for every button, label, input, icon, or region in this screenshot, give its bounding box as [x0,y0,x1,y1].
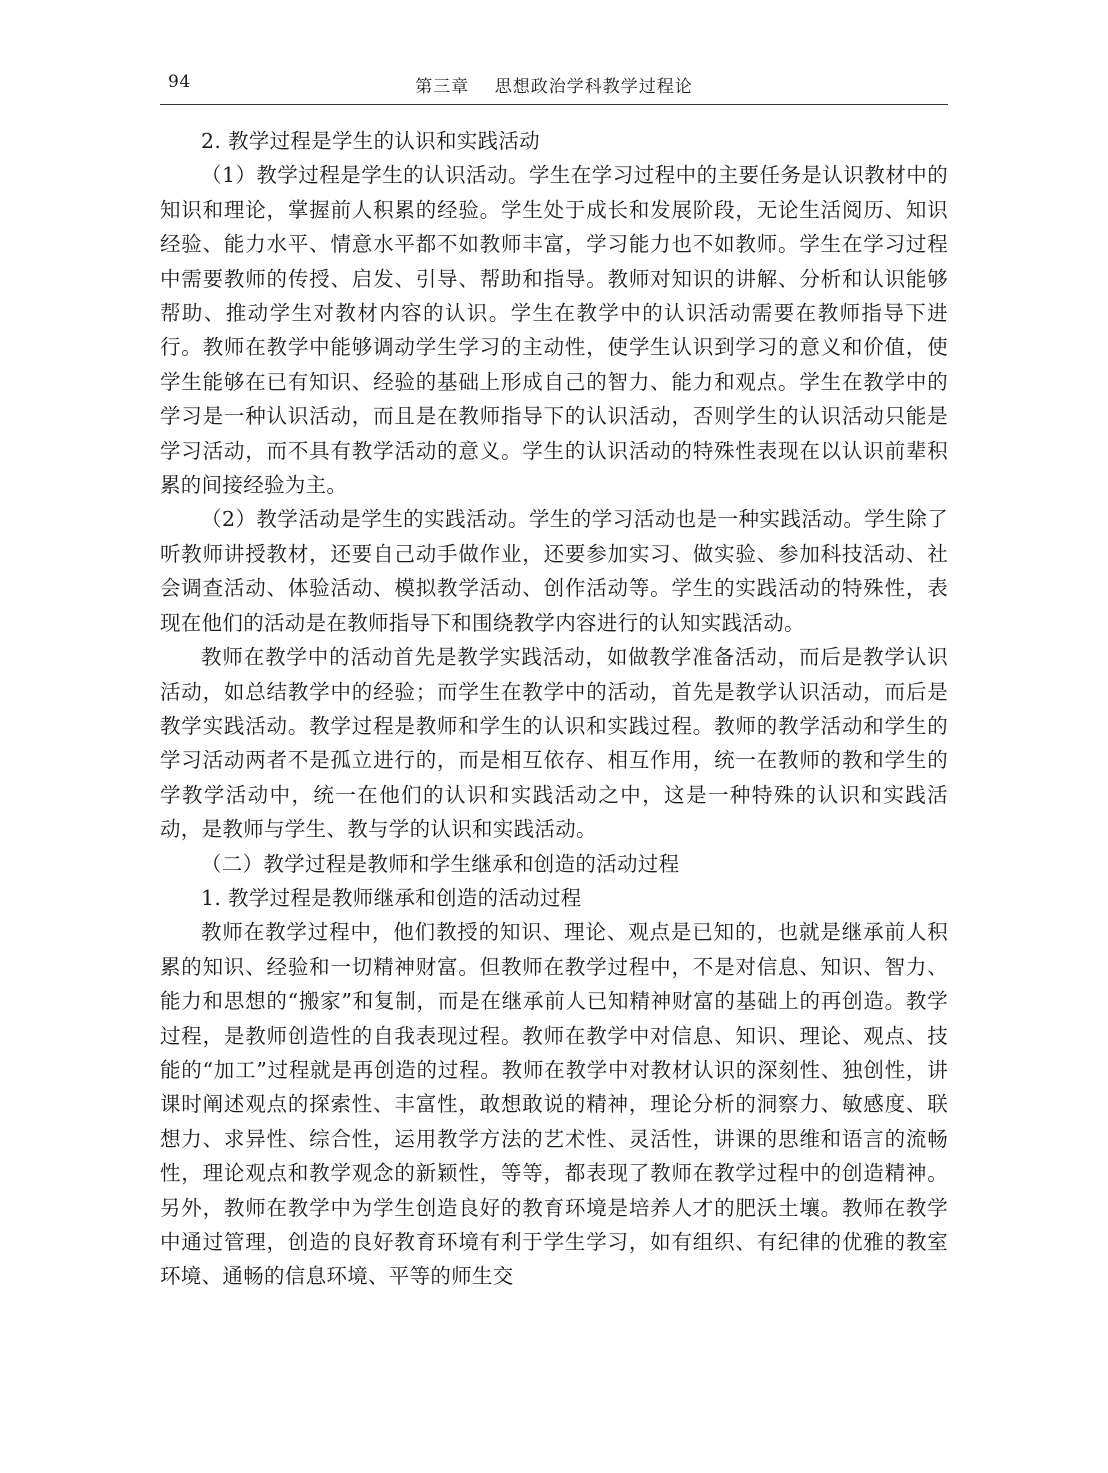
paragraph: （2）教学活动是学生的实践活动。学生的学习活动也是一种实践活动。学生除了听教师讲授教材，还要自己动手做作业，还要参加实习、做实验、参加科技活动、社会调查活动、体验活动、模拟教学活动、创作活动等。学生的实践活动的特殊性，表现在他们的活动是在教师指导下和围绕教学内容进行的认知实践活动。 [160,507,948,635]
page-body [160,124,948,1294]
section-heading: 2. 教学过程是学生的认识和实践活动 [201,129,540,153]
paragraph: 教师在教学过程中，他们教授的知识、理论、观点是已知的，也就是继承前人积累的知识、经验和一切精神财富。但教师在教学过程中，不是对信息、知识、智力、能力和思想的“搬家”和复制，而是在继承前人已知精神财富的基础上的再创造。教学过程，是教师创造性的自我表现过程。教师在教学中对信息、知识、理论、观点、技能的“加工”过程就是再创造的过程。教师在教学中对教材认识的深刻性、独创性，讲课时阐述观点的探索性、丰富性，敢想敢说的精神，理论分析的洞察力、敏感度、联想力、求异性、综合性，运用教学方法的艺术性、灵活性，讲课的思维和语言的流畅性，理论观点和教学观念的新颖性，等等，都表现了教师在教学过程中的创造精神。另外，教师在教学中为学生创造良好的教育环境是培养人才的肥沃土壤。教师在教学中通过管理，创造的良好教育环境有利于学生学习，如有组织、有纪律的优雅的教室环境、通畅的信息环境、平等的师生交 [160,920,948,1289]
page-number: 94 [168,72,191,92]
section-heading: （二）教学过程是教师和学生继承和创造的活动过程 [201,851,680,876]
page-header [160,70,948,105]
running-title: 第三章 思想政治学科教学过程论 [415,77,693,97]
section-heading: 1. 教学过程是教师继承和创造的活动过程 [201,885,582,910]
paragraph: 教师在教学中的活动首先是教学实践活动，如做教学准备活动，而后是教学认识活动，如总结教学中的经验；而学生在教学中的活动，首先是教学认识活动，而后是教学实践活动。教学过程是教师和学生的认识和实践过程。教师的教学活动和学生的学习活动两者不是孤立进行的，而是相互依存、相互作用，统一在教师的教和学生的学教学活动中，统一在他们的认识和实践活动之中，这是一种特殊的认识和实践活动，是教师与学生、教与学的认识和实践活动。 [160,645,948,842]
paragraph: （1）教学过程是学生的认识活动。学生在学习过程中的主要任务是认识教材中的知识和理论，掌握前人积累的经验。学生处于成长和发展阶段，无论生活阅历、知识经验、能力水平、情意水平都不如教师丰富，学习能力也不如教师。学生在学习过程中需要教师的传授、启发、引导、帮助和指导。教师对知识的讲解、分析和认识能够帮助、推动学生对教材内容的认识。学生在教学中的认识活动需要在教师指导下进行。教师在教学中能够调动学生学习的主动性，使学生认识到学习的意义和价值，使学生能够在已有知识、经验的基础上形成自己的智力、能力和观点。学生在教学中的学习是一种认识活动，而且是在教师指导下的认识活动，否则学生的认识活动只能是学习活动，而不具有教学活动的意义。学生的认识活动的特殊性表现在以认识前辈积累的间接经验为主。 [160,163,948,498]
